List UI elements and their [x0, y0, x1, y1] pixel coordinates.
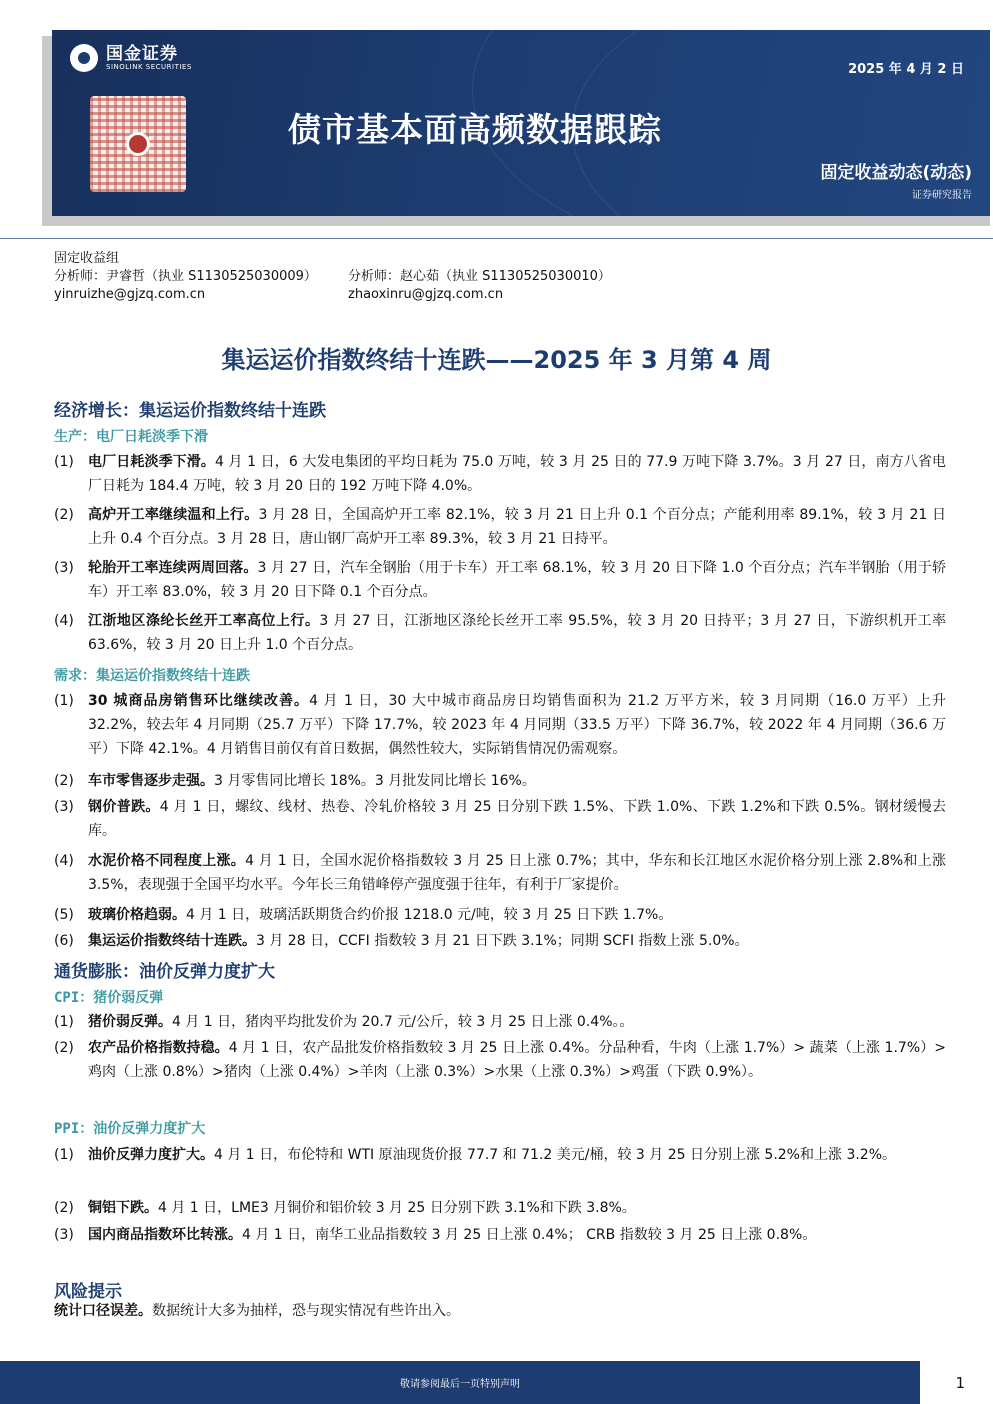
subheading-production: 生产：电厂日耗淡季下滑	[54, 429, 208, 445]
author-block	[54, 250, 611, 304]
footer-bar	[0, 1361, 920, 1404]
list-item: (1) 猪价弱反弹。4 月 1 日，猪肉平均批发价为 20.7 元/公斤，较 3 月 25 日上涨 0.4%。。	[54, 1014, 634, 1030]
logo-en: SINOLINK SECURITIES	[106, 62, 192, 71]
analyst-1: 分析师：尹睿哲（执业 S1130525030009）	[54, 269, 317, 284]
logo-cn: 国金证券	[106, 43, 178, 64]
list-item: (4) 江浙地区涤纶长丝开工率高位上行。3 月 27 日，江浙地区涤纶长丝开工率 95.5%，较 3 月 20 日持平；3 月 27 日，下游织机开工率 63.6%，较 3 月 20 日上升 1.0 个百分点。	[54, 613, 947, 653]
report-title: 债市基本面高频数据跟踪	[288, 110, 662, 149]
subheading-cpi: CPI：猪价弱反弹	[54, 990, 164, 1006]
document-title: 集运运价指数终结十连跌——2025 年 3 月第 4 周	[221, 346, 772, 374]
list-item: (4) 水泥价格不同程度上涨。4 月 1 日，全国水泥价格指数较 3 月 25 日上涨 0.7%；其中，华东和长江地区水泥价格分别上涨 2.8%和上涨 3.5%，表现强于全国平均水平。今年长三角错峰停产强度强于往年，有利于厂家提价。	[54, 853, 946, 893]
author-group: 固定收益组	[54, 251, 120, 266]
page-number: 1	[955, 1374, 965, 1392]
report-subtitle: 证券研究报告	[912, 190, 972, 201]
list-item: (3) 轮胎开工率连续两周回落。3 月 27 日，汽车全钢胎（用于卡车）开工率 68.1%，较 3 月 20 日下降 1.0 个百分点；汽车半钢胎（用于轿车）开工率 83.0%，较 3 月 20 日下降 0.1 个百分点。	[54, 560, 947, 600]
analyst-1-email[interactable]: yinruizhe@gjzq.com.cn	[54, 287, 206, 302]
subheading-demand: 需求：集运运价指数终结十连跌	[54, 668, 250, 684]
report-date: 2025 年 4 月 2 日	[848, 62, 964, 77]
risk-heading: 风险提示	[54, 1282, 122, 1302]
list-item: (3) 钢价普跌。4 月 1 日，螺纹、线材、热卷、冷轧价格较 3 月 25 日分别下跌 1.5%、下跌 1.0%、下跌 1.2%和下跌 0.5%。钢材缓慢去库。	[54, 799, 946, 839]
analyst-2: 分析师：赵心茹（执业 S1130525030010）	[348, 269, 611, 284]
risk-text: 统计口径误差。数据统计大多为抽样，恐与现实情况有些许出入。	[54, 1303, 460, 1319]
list-item: (6) 集运运价指数终结十连跌。3 月 28 日，CCFI 指数较 3 月 21 日下跌 3.1%；同期 SCFI 指数上涨 5.0%。	[54, 933, 749, 949]
list-item: (1) 30 城商品房销售环比继续改善。4 月 1 日，30 大中城市商品房日均销售面积为 21.2 万平方米，较 3 月同期（16.0 万平）上升 32.2%，较去年 4 月同期（25.7 万平）下降 17.7%，较 2023 年 4 月同期（33.5 万平）下降 36.7%，较 2022 年 4 月同期（36.6 万平）下降 42.1%。4 月销售目前仅有首日数据，偶然性较大，实际销售情况仍需观察。	[54, 693, 946, 757]
header-divider	[0, 238, 993, 239]
list-item: (5) 玻璃价格趋弱。4 月 1 日，玻璃活跃期货合约价报 1218.0 元/吨，较 3 月 25 日下跌 1.7%。	[54, 907, 673, 923]
section-heading-inflation: 通货膨胀：油价反弹力度扩大	[54, 962, 275, 982]
footer-disclaimer: 敬请参阅最后一页特别声明	[400, 1379, 520, 1390]
brand-logo	[70, 44, 192, 72]
section-heading-growth: 经济增长：集运运价指数终结十连跌	[54, 401, 326, 421]
list-item: (2) 农产品价格指数持稳。4 月 1 日，农产品批发价格指数较 3 月 25 日上涨 0.4%。分品种看，牛肉（上涨 1.7%）> 蔬菜（上涨 1.7%）>鸡肉（上涨 0.8%）>猪肉（上涨 0.4%）>羊肉（上涨 0.3%）>水果（上涨 0.3%）>鸡蛋（下跌 0.9%）。	[54, 1040, 947, 1080]
logo-mark-icon	[70, 44, 98, 72]
list-item: (1) 电厂日耗淡季下滑。4 月 1 日，6 大发电集团的平均日耗为 75.0 万吨，较 3 月 25 日的 77.9 万吨下降 3.7%。3 月 27 日，南方八省电厂日耗为 184.4 万吨，较 3 月 20 日的 192 万吨下降 4.0%。	[54, 454, 947, 494]
list-item: (3) 国内商品指数环比转涨。4 月 1 日，南华工业品指数较 3 月 25 日上涨 0.4%； CRB 指数较 3 月 25 日上涨 0.8%。	[54, 1227, 817, 1243]
subheading-ppi: PPI：油价反弹力度扩大	[54, 1121, 206, 1137]
list-item: (2) 高炉开工率继续温和上行。3 月 28 日，全国高炉开工率 82.1%，较 3 月 21 日上升 0.1 个百分点；产能利用率 89.1%，较 3 月 21 日上升 0.4 个百分点。3 月 28 日，唐山钢厂高炉开工率 89.3%，较 3 月 21 日持平。	[54, 507, 946, 547]
analyst-2-email[interactable]: zhaoxinru@gjzq.com.cn	[348, 287, 504, 302]
list-item: (2) 铜铝下跌。4 月 1 日，LME3 月铜价和铝价较 3 月 25 日分别下跌 3.1%和下跌 3.8%。	[54, 1200, 636, 1216]
header-banner	[52, 30, 990, 216]
report-type: 固定收益动态(动态)	[820, 163, 972, 183]
list-item: (2) 车市零售逐步走强。3 月零售同比增长 18%。3 月批发同比增长 16%。	[54, 773, 536, 789]
list-item: (1) 油价反弹力度扩大。4 月 1 日，布伦特和 WTI 原油现货价报 77.7 和 71.2 美元/桶，较 3 月 25 日分别上涨 5.2%和上涨 3.2%。	[54, 1147, 897, 1163]
qr-code-icon	[90, 96, 186, 192]
